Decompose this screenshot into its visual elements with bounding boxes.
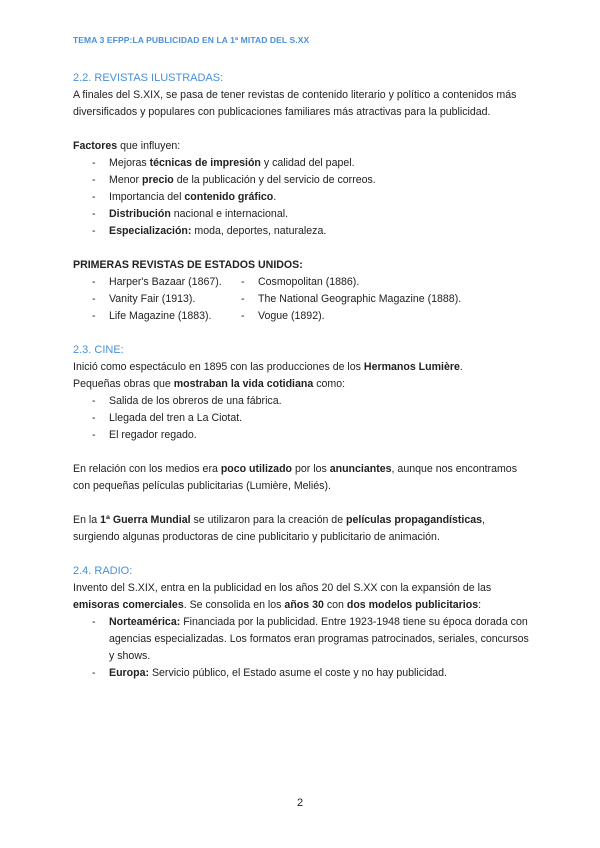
- section-heading-cine: 2.3. CINE:: [73, 344, 124, 356]
- revistas-list-col2: [241, 274, 461, 325]
- list-item: - Importancia del contenido gráfico.: [92, 189, 533, 206]
- page-content: [73, 70, 533, 682]
- list-item: - Salida de los obreros de una fábrica.: [92, 393, 533, 410]
- obras-list: [73, 393, 533, 444]
- cine-paragraph-4: En la 1ª Guerra Mundial se utilizaron para la creación de películas propagandísticas, surgiendo algunas productoras de cine publicitario y publicitario de animación.: [73, 514, 485, 543]
- revistas-eeuu-columns: [73, 274, 533, 325]
- list-item: - El regador regado.: [92, 427, 533, 444]
- section-heading-revistas: 2.2. REVISTAS ILUSTRADAS:: [73, 72, 224, 84]
- page-number: 2: [296, 797, 304, 809]
- list-item: - Cosmopolitan (1886).: [241, 274, 461, 291]
- list-item: - Llegada del tren a La Ciotat.: [92, 410, 533, 427]
- page-header: TEMA 3 EFPP:LA PUBLICIDAD EN LA 1ª MITAD DEL S.XX: [73, 35, 310, 45]
- factores-label: Factores que influyen:: [73, 140, 181, 152]
- list-item: - Vanity Fair (1913).: [92, 291, 241, 308]
- revistas-eeuu-heading: PRIMERAS REVISTAS DE ESTADOS UNIDOS:: [73, 259, 303, 271]
- list-item: - Menor precio de la publicación y del servicio de correos.: [92, 172, 533, 189]
- cine-paragraph-3: En relación con los medios era poco utilizado por los anunciantes, aunque nos encontramos con pequeñas películas publicitarias (Lumière, Meliés).: [73, 463, 517, 492]
- modelos-list: [73, 614, 533, 682]
- list-item: - Vogue (1892).: [241, 308, 461, 325]
- list-item: - Life Magazine (1883).: [92, 308, 241, 325]
- factores-list: [73, 155, 533, 240]
- list-item: - Norteamérica: Financiada por la publicidad. Entre 1923-1948 tiene su época dorada con agencias especializadas. Los formatos eran programas patrocinados, seriales, concursos y shows.: [92, 614, 533, 665]
- list-item: - Distribución nacional e internacional.: [92, 206, 533, 223]
- cine-paragraph-1: Inició como espectáculo en 1895 con las producciones de los Hermanos Lumière.: [73, 361, 463, 373]
- list-item: - The National Geographic Magazine (1888).: [241, 291, 461, 308]
- radio-paragraph-1: Invento del S.XIX, entra en la publicidad en los años 20 del S.XX con la expansión de las emisoras comerciales. Se consolida en los años 30 con dos modelos publicitarios:: [73, 582, 492, 611]
- cine-paragraph-2: Pequeñas obras que mostraban la vida cotidiana como:: [73, 378, 346, 390]
- list-item: - Harper's Bazaar (1867).: [92, 274, 241, 291]
- list-item: - Mejoras técnicas de impresión y calidad del papel.: [92, 155, 533, 172]
- list-item: - Especialización: moda, deportes, naturaleza.: [92, 223, 533, 240]
- revistas-list-col1: [73, 274, 241, 325]
- revistas-intro: A finales del S.XIX, se pasa de tener revistas de contenido literario y político a contenidos más diversificados y populares con publicaciones familiares más atractivas para la publicidad.: [73, 89, 517, 118]
- section-heading-radio: 2.4. RADIO:: [73, 565, 133, 577]
- list-item: - Europa: Servicio público, el Estado asume el coste y no hay publicidad.: [92, 665, 533, 682]
